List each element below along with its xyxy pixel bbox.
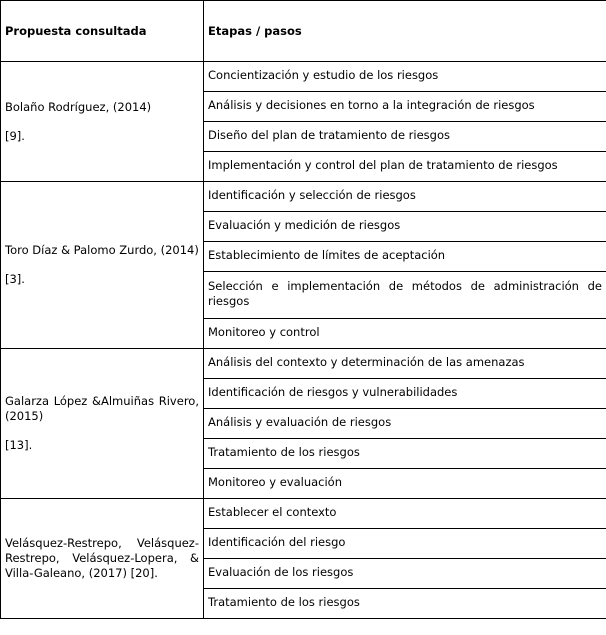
step-cell: Análisis del contexto y determinación de las amenazas	[204, 349, 606, 379]
proposal-source: Toro Díaz & Palomo Zurdo, (2014)	[5, 243, 199, 257]
step-cell: Selección e implementación de métodos de administración de riesgos	[204, 272, 606, 319]
table-row	[1, 499, 606, 529]
table-row	[1, 182, 606, 212]
step-cell: Establecimiento de límites de aceptación	[204, 242, 606, 272]
header-row	[1, 1, 606, 62]
step-cell: Monitoreo y control	[204, 319, 606, 349]
step-cell: Implementación y control del plan de tratamiento de riesgos	[204, 152, 606, 182]
proposal-ref: [13].	[5, 438, 33, 452]
step-cell: Monitoreo y evaluación	[204, 469, 606, 499]
header-stages: Etapas / pasos	[204, 1, 606, 62]
table-row	[1, 62, 606, 92]
step-cell: Evaluación de los riesgos	[204, 559, 606, 589]
step-cell: Identificación del riesgo	[204, 529, 606, 559]
step-cell: Diseño del plan de tratamiento de riesgos	[204, 122, 606, 152]
step-cell: Análisis y evaluación de riesgos	[204, 409, 606, 439]
header-proposal: Propuesta consultada	[1, 1, 204, 62]
step-cell: Tratamiento de los riesgos	[204, 589, 606, 619]
step-cell: Concientización y estudio de los riesgos	[204, 62, 606, 92]
step-cell: Análisis y decisiones en torno a la integración de riesgos	[204, 92, 606, 122]
proposal-ref: [3].	[5, 272, 25, 286]
proposal-source: Velásquez-Restrepo, Velásquez-Restrepo, Velásquez-Lopera, & Villa-Galeano, (2017) [20].	[5, 536, 199, 580]
table-row	[1, 349, 606, 379]
proposal-cell	[1, 499, 204, 619]
step-cell: Establecer el contexto	[204, 499, 606, 529]
proposal-ref: [9].	[5, 128, 25, 143]
proposal-source: Galarza López &Almuiñas Rivero, (2015)	[5, 394, 199, 423]
step-cell: Tratamiento de los riesgos	[204, 439, 606, 469]
proposal-source: Bolaño Rodríguez, (2014)	[5, 99, 152, 114]
proposal-cell	[1, 182, 204, 349]
proposal-cell	[1, 62, 204, 182]
step-cell: Identificación de riesgos y vulnerabilidades	[204, 379, 606, 409]
step-cell: Identificación y selección de riesgos	[204, 182, 606, 212]
proposal-cell	[1, 349, 204, 499]
step-cell: Evaluación y medición de riesgos	[204, 212, 606, 242]
